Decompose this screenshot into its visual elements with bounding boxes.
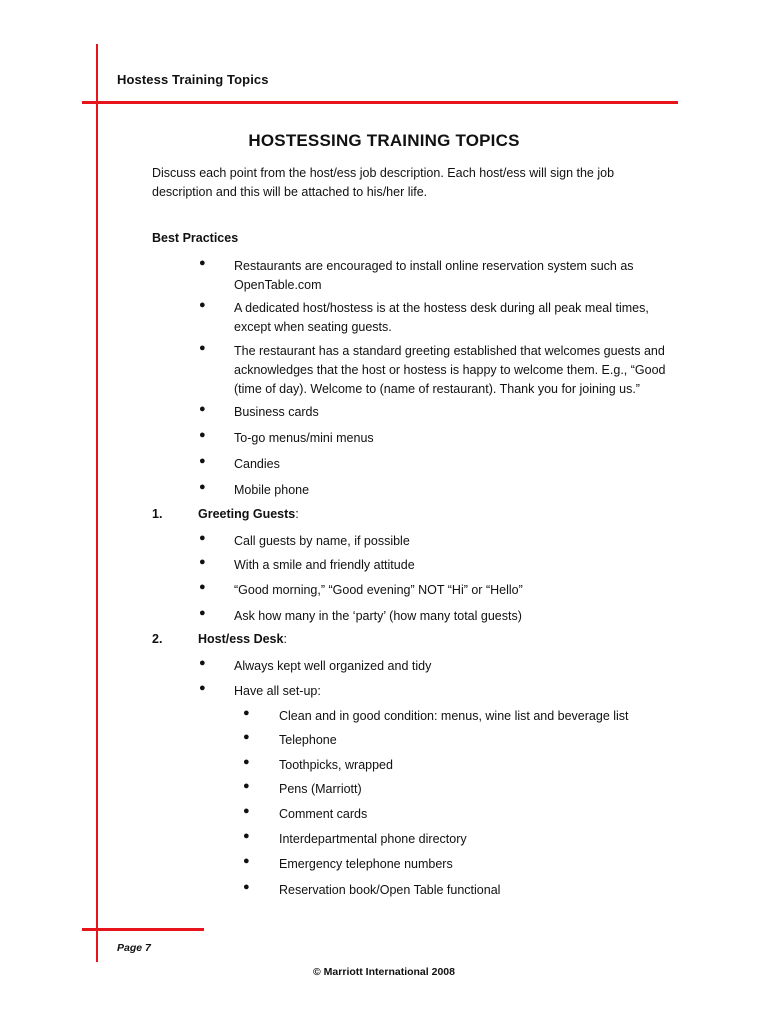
bullet-icon: ● [199, 257, 206, 269]
bullet-icon: ● [243, 756, 250, 768]
bullet-icon: ● [243, 855, 250, 867]
bullet-icon: ● [243, 731, 250, 743]
section-number: 1. [152, 507, 163, 521]
hostess-desk-heading: Host/ess Desk: [198, 632, 287, 646]
bullet-icon: ● [243, 707, 250, 719]
section-number: 2. [152, 632, 163, 646]
bullet-icon: ● [199, 607, 206, 619]
bullet-icon: ● [199, 403, 206, 415]
bullet-icon: ● [199, 532, 206, 544]
bullet-icon: ● [199, 481, 206, 493]
bullet-icon: ● [199, 657, 206, 669]
bullet-icon: ● [199, 556, 206, 568]
bullet-icon: ● [199, 682, 206, 694]
greeting-guests-heading: Greeting Guests: [198, 507, 299, 521]
bullet-icon: ● [199, 581, 206, 593]
intro-paragraph: Discuss each point from the host/ess job description. Each host/ess will sign the job description and this will be attached to his/her life. [152, 166, 615, 199]
header-rule [82, 101, 678, 104]
page-number: Page 7 [117, 942, 151, 954]
bullet-icon: ● [199, 429, 206, 441]
bullet-icon: ● [199, 455, 206, 467]
bullet-icon: ● [243, 805, 250, 817]
bullet-icon: ● [199, 299, 206, 311]
left-margin-rule [96, 44, 98, 962]
document-title: HOSTESSING TRAINING TOPICS [248, 131, 520, 150]
copyright-footer: © Marriott International 2008 [313, 966, 455, 978]
best-practices-heading: Best Practices [152, 231, 239, 245]
bullet-icon: ● [243, 830, 250, 842]
running-header: Hostess Training Topics [117, 72, 269, 87]
bullet-icon: ● [243, 780, 250, 792]
bullet-icon: ● [243, 881, 250, 893]
footer-rule [82, 928, 204, 931]
bullet-icon: ● [199, 342, 206, 354]
